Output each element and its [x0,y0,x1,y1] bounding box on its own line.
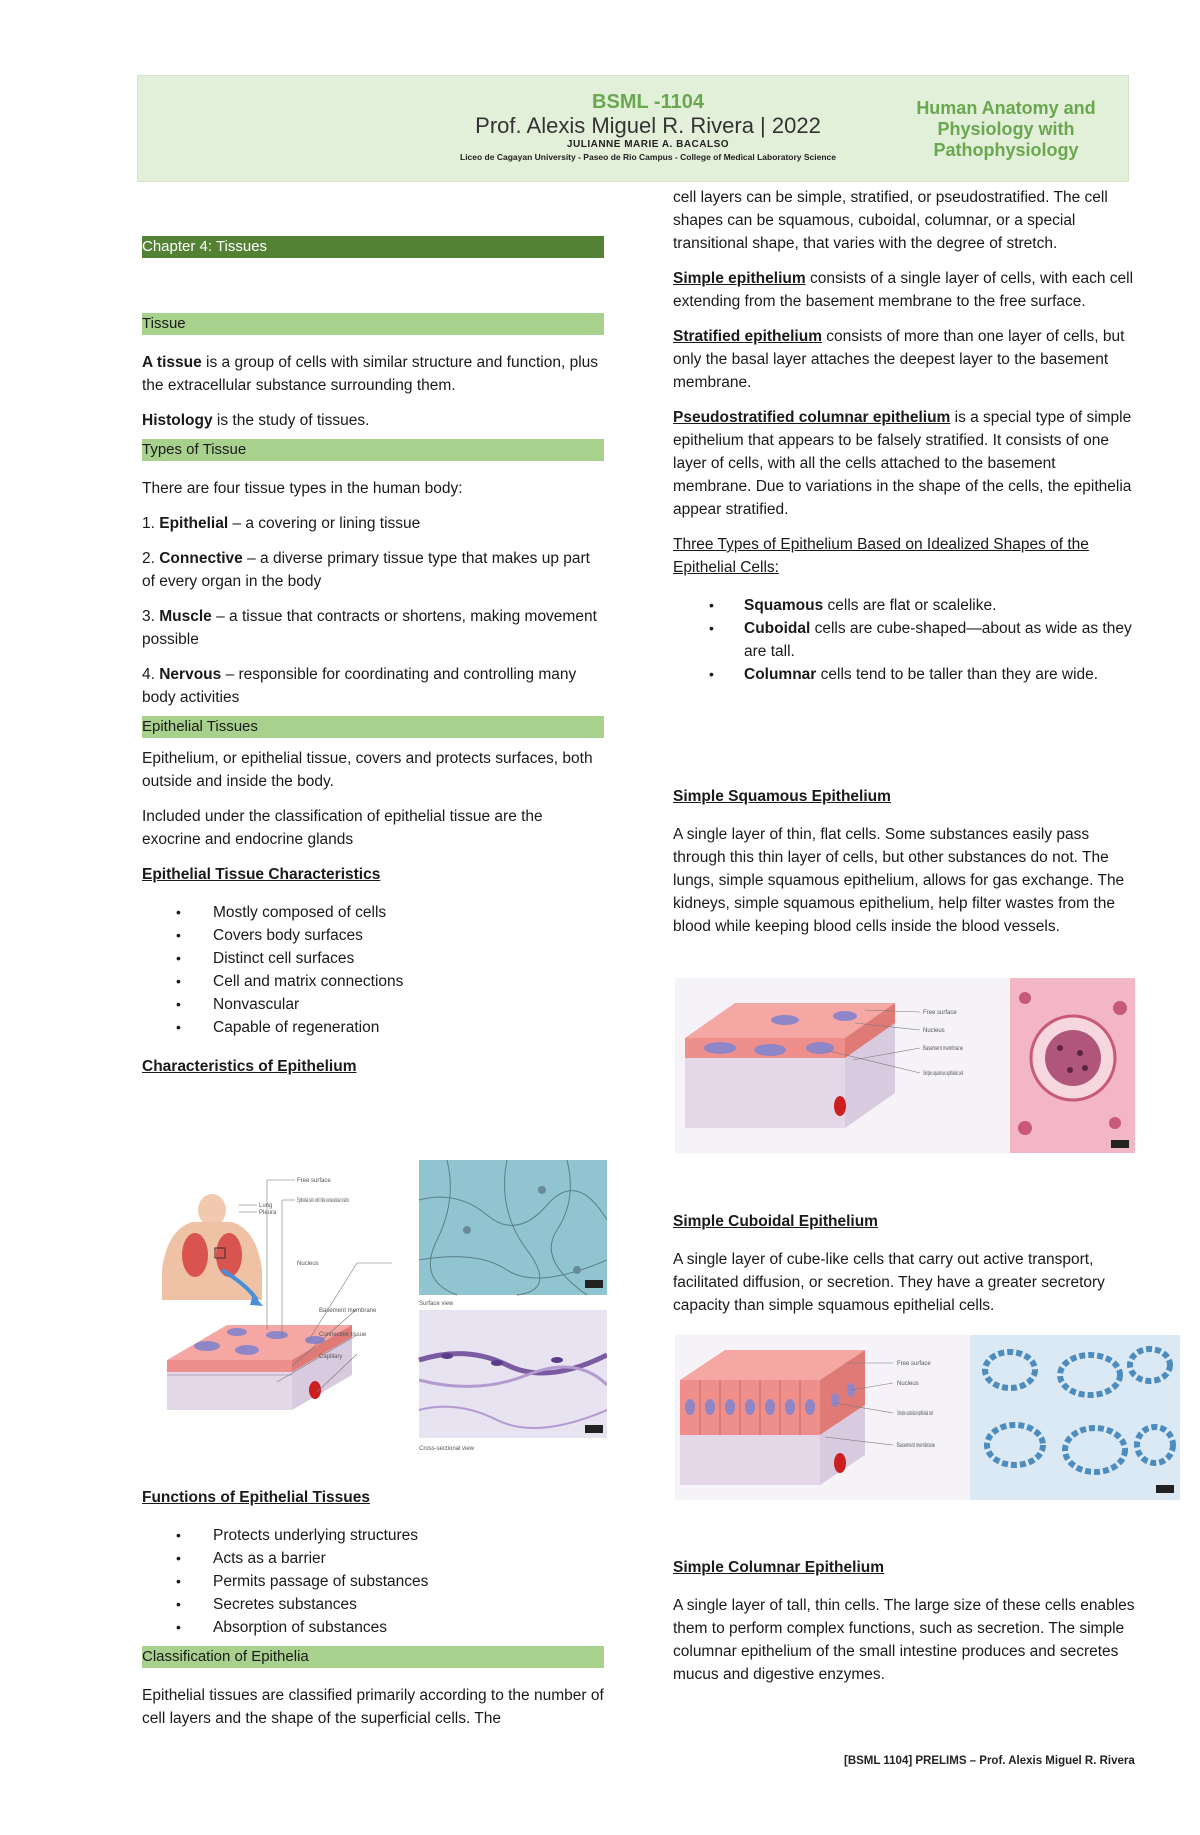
pseudostratified-term: Pseudostratified columnar epithelium [673,409,951,426]
sse-heading: Simple Squamous Epithelium [673,788,891,805]
type-item-epithelial: 1. Epithelial – a covering or lining tissue [142,515,421,532]
label-nucleus: Nucleus [297,1261,319,1267]
scol-section [673,1556,1143,1686]
scol-paragraph: A single layer of tall, thin cells. The large size of these cells enables them to perform complex functions, such as secretion. The simple columnar epithelium of the small intestine produces and secretes mucus and digestive enzymes. [673,1597,1135,1683]
classification-bar: Classification of Epithelia [142,1646,604,1668]
stratified-paragraph: Stratified epithelium consists of more than one layer of cells, but only the basal layer attaches the deepest layer to the basement membrane. [673,328,1125,391]
torso-illustration [162,1194,263,1306]
cell-layers-paragraph: cell layers can be simple, stratified, or pseudostratified. The cell shapes can be squamous, cuboidal, columnar, or a special transitional shape, that varies with the degree of stretch. [673,189,1108,252]
page-footer: [BSML 1104] PRELIMS – Prof. Alexis Miguel R. Rivera [844,1755,1135,1767]
course-code: BSML -1104 [592,91,704,113]
list-item: • Distinct cell surfaces [142,947,604,970]
sse-label-nucleus: Nucleus [923,1028,945,1034]
university-line: Liceo de Cagayan University - Paseo de Rio Campus - College of Medical Laboratory Science [460,152,836,162]
cross-section-micrograph [419,1310,607,1438]
sce-heading: Simple Cuboidal Epithelium [673,1213,878,1230]
epithelium-paragraph: Epithelium, or epithelial tissue, covers and protects surfaces, both outside and inside the body. [142,750,593,790]
label-surface-view: Surface view [419,1301,454,1307]
tissue-bar: Tissue [142,313,604,335]
list-item: • Permits passage of substances [142,1570,604,1593]
histology-definition [142,409,604,432]
left-column [142,236,604,1078]
simple-squamous-figure [675,978,1135,1153]
chapter-bar: Chapter 4: Tissues [142,236,604,258]
functions-heading: Functions of Epithelial Tissues [142,1489,370,1506]
tissue-term: A tissue [142,354,202,371]
left-column-lower [142,1486,604,1730]
pseudostratified-paragraph: Pseudostratified columnar epithelium is a special type of simple epithelium that appears to be falsely stratified. It consists of one layer of cells, with all the cells attached to the basement membrane. Due to variations in the shape of the cells, the epithelia appear stratified. [673,409,1132,518]
characteristics-heading: Epithelial Tissue Characteristics [142,866,381,883]
simple-epithelium-paragraph: Simple epithelium consists of a single layer of cells, with each cell extending from the basement membrane to the free surface. [673,270,1134,310]
right-column [673,186,1135,686]
list-item: • Acts as a barrier [142,1547,604,1570]
professor-line: Prof. Alexis Miguel R. Rivera | 2022 [475,113,821,138]
histology-text: is the study of tissues. [212,412,370,429]
surface-view-micrograph [419,1160,607,1295]
stratified-term: Stratified epithelium [673,328,822,345]
scol-heading: Simple Columnar Epithelium [673,1559,884,1576]
page-header [137,75,1129,182]
label-pleura: Pleura [259,1210,277,1216]
type-item-nervous: 4. Nervous – responsible for coordinating and controlling many body activities [142,666,577,706]
tissue-definition [142,351,604,397]
label-free-surface: Free surface [297,1178,331,1184]
sce-paragraph: A single layer of cube-like cells that carry out active transport, facilitated diffusion, or secretion. They have a greater secretory capacity than simple squamous epithelial cells. [673,1251,1105,1314]
list-item: • Mostly composed of cells [142,901,604,924]
label-lung: Lung [259,1203,273,1209]
student-name: JULIANNE MARIE A. BACALSO [566,139,730,150]
types-intro: There are four tissue types in the human body: [142,480,463,497]
list-item: • Columnar cells tend to be taller than they are wide. [673,663,1135,686]
sse-paragraph: A single layer of thin, flat cells. Some substances easily pass through this thin layer of cells, but other substances do not. The lungs, simple squamous epithelium, allows for gas exchange. The kidneys, simple squamous epithelium, help filter wastes from the blood while keeping blood cells inside the blood vessels. [673,826,1125,935]
label-capillary: Capillary [319,1354,343,1360]
label-cross-view: Cross-sectional view [419,1446,475,1452]
sse-label-cell: Simple squamous epithelial cell [923,1071,963,1077]
tissue-def-text: is a group of cells with similar structure and function, plus the extracellular substance surrounding them. [142,354,599,394]
sse-label-free-surface: Free surface [923,1010,957,1016]
glands-paragraph: Included under the classification of epithelial tissue are the exocrine and endocrine glands [142,808,543,848]
header-center [438,91,858,164]
types-bar: Types of Tissue [142,439,604,461]
sce-label-nucleus: Nucleus [897,1381,919,1387]
sse-label-basement: Basement membrane [923,1046,964,1052]
label-basement: Basement membrane [319,1308,377,1314]
list-item: • Cell and matrix connections [142,970,604,993]
functions-list [142,1524,604,1639]
list-item: • Squamous cells are flat or scalelike. [673,594,1135,617]
simple-cuboidal-figure [675,1335,1180,1500]
epithelium-characteristics-figure [147,1160,607,1465]
list-item: • Protects underlying structures [142,1524,604,1547]
kidney-micrograph [1010,978,1135,1153]
sce-label-cell: Simple cuboidal epithelial cell [897,1411,933,1417]
simple-term: Simple epithelium [673,270,806,287]
sce-section [673,1210,1143,1317]
shapes-list [673,594,1135,686]
sce-label-free-surface: Free surface [897,1361,931,1367]
kidney-tubule-micrograph [970,1335,1180,1500]
list-item: • Secretes substances [142,1593,604,1616]
type-item-connective: 2. Connective – a diverse primary tissue type that makes up part of every organ in the body [142,550,590,590]
characteristics-list [142,901,604,1039]
list-item: • Capable of regeneration [142,1016,604,1039]
sse-section [673,785,1143,938]
label-epithelial-cells: Epithelial cells with little extracellular matrix [297,1198,349,1204]
histology-term: Histology [142,412,213,429]
list-item: • Cuboidal cells are cube-shaped—about as wide as they are tall. [673,617,1135,663]
epithelial-bar: Epithelial Tissues [142,716,604,738]
list-item: • Nonvascular [142,993,604,1016]
char-epithelium-heading: Characteristics of Epithelium [142,1058,357,1075]
list-item: • Covers body surfaces [142,924,604,947]
subject-title: Human Anatomy and Physiology with Pathophysiology [916,98,1096,160]
label-connective: Connective tissue [319,1332,367,1338]
three-types-heading: Three Types of Epithelium Based on Idealized Shapes of the Epithelial Cells: [673,536,1089,576]
sce-label-basement: Basement membrane [897,1443,936,1449]
list-item: • Absorption of substances [142,1616,604,1639]
type-item-muscle: 3. Muscle – a tissue that contracts or shortens, making movement possible [142,608,597,648]
classification-paragraph: Epithelial tissues are classified primarily according to the number of cell layers and the shape of the superficial cells. The [142,1687,604,1727]
